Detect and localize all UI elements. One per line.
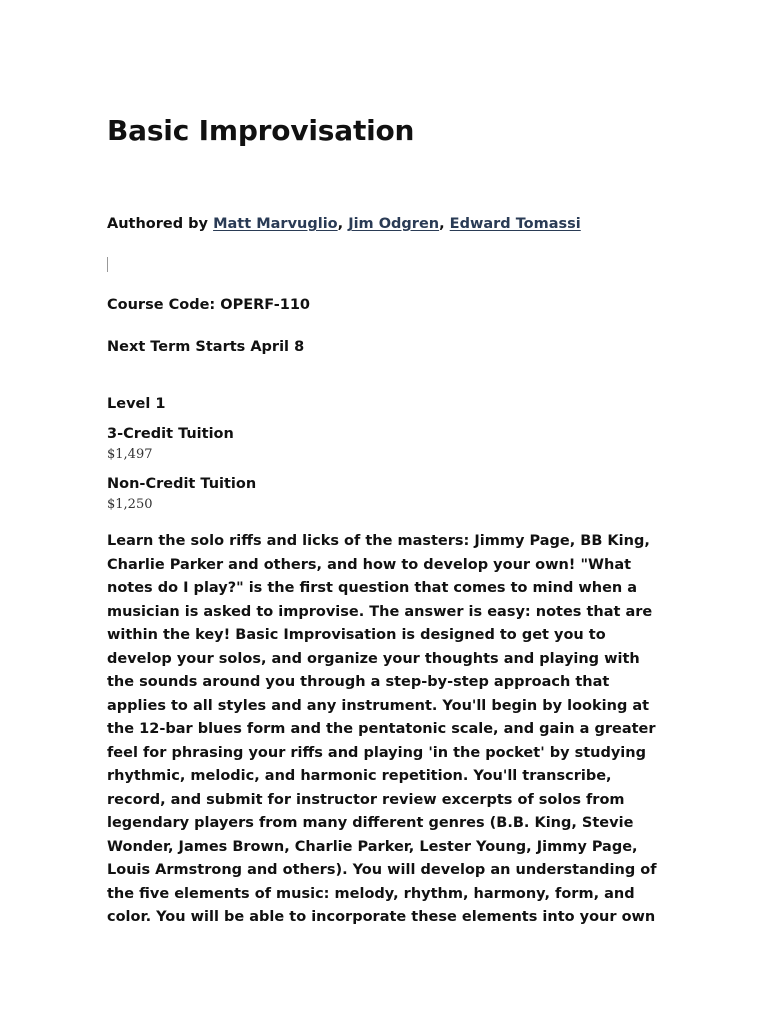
description-line: color. You will be able to incorporate these elements into your own [107, 909, 656, 925]
description-line: notes do I play?" is the first question that comes to mind when a [107, 580, 638, 596]
credit-tuition-label: 3-Credit Tuition [107, 426, 234, 442]
description-line: Learn the solo riffs and licks of the masters: Jimmy Page, BB King, [107, 533, 650, 549]
text-cursor-mark [107, 257, 108, 272]
description-line: develop your solos, and organize your thoughts and playing with [107, 650, 640, 667]
description-line: feel for phrasing your riffs and playing 'in the pocket' by studying [107, 744, 646, 761]
author-line: Authored by Matt Marvuglio, Jim Odgren, Edward Tomassi [107, 216, 581, 232]
authored-by-label: Authored by [107, 216, 209, 232]
description-line: within the key! Basic Improvisation is designed to get you to [107, 627, 606, 643]
description-line: rhythmic, melodic, and harmonic repetition. You'll transcribe, [107, 768, 612, 784]
description-line: the sounds around you through a step-by-step approach that [107, 674, 610, 690]
author-link-edward-tomassi[interactable]: Edward Tomassi [449, 216, 581, 232]
description-line: musician is asked to improvise. The answer is easy: notes that are [107, 603, 653, 620]
next-term: Next Term Starts April 8 [107, 339, 305, 355]
course-level: Level 1 [107, 396, 166, 412]
description-line: applies to all styles and any instrument. You'll begin by looking at [107, 697, 650, 714]
description-line: the 12-bar blues form and the pentatonic scale, and gain a greater [107, 721, 656, 737]
description-line: the five elements of music: melody, rhythm, harmony, form, and [107, 885, 635, 902]
noncredit-tuition-label: Non-Credit Tuition [107, 476, 257, 492]
description-line: Charlie Parker and others, and how to develop your own! "What [107, 556, 632, 573]
author-link-matt-marvuglio[interactable]: Matt Marvuglio [213, 216, 338, 232]
course-code: Course Code: OPERF-110 [107, 297, 311, 313]
description-line: Wonder, James Brown, Charlie Parker, Lester Young, Jimmy Page, [107, 838, 638, 855]
credit-tuition-price: $1,497 [107, 447, 153, 462]
noncredit-tuition-price: $1,250 [107, 497, 153, 512]
page-title: Basic Improvisation [107, 114, 415, 147]
description-line: Louis Armstrong and others). You will develop an understanding of [107, 862, 657, 878]
description-line: legendary players from many different genres (B.B. King, Stevie [107, 815, 634, 831]
description-line: record, and submit for instructor review excerpts of solos from [107, 791, 625, 808]
author-link-jim-odgren[interactable]: Jim Odgren [348, 216, 440, 232]
course-description [107, 530, 667, 930]
